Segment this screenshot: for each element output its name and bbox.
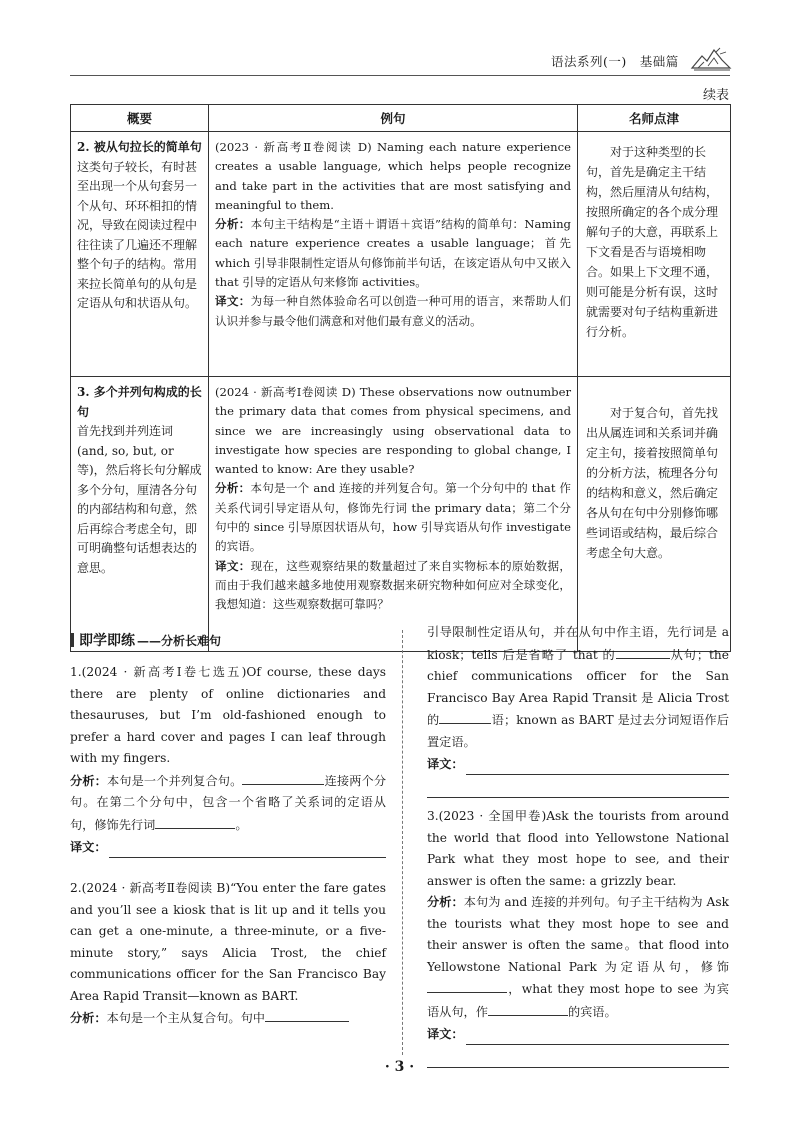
header-summary: 概要 <box>71 105 209 132</box>
translation-block <box>215 292 571 331</box>
q3-analysis <box>427 892 729 1023</box>
analysis-block <box>215 479 571 556</box>
column-divider <box>402 630 403 1055</box>
example-sentence: (2024 · 新高考Ⅰ卷阅读 D) These observations now outnumber the primary data that comes from physical specimens, and since we are increasingly using observational data to investigate how species are responding to global change, I wanted to know: Are they usable? <box>215 385 571 477</box>
table-row <box>71 377 731 652</box>
q3-analysis-3: 的宾语。 <box>567 1004 617 1019</box>
translation-block <box>215 557 571 615</box>
practice-title: 即学即练 <box>79 633 135 649</box>
q3-analysis-1: 本句为 and 连接的并列句。句子主干结构为 Ask the tourists what they most hope to see and their answer is often the same。that flood into Yellowstone National Park 为定语从句，修饰 <box>427 895 730 974</box>
summary-body: 首先找到并列连词(and, so, but, or 等)，然后将长句分解成多个分句，厘清各分句的内部结构和句意，然后再综合考虑全句，即可明确整句话想表达的意思。 <box>77 424 202 575</box>
q1-analysis-2: 连接两个分句。在第二个分句中，包含一个省略了关系词的定语从句，修饰先行词 <box>70 773 387 832</box>
summary-body: 这类句子较长，有时甚至出现一个从句套另一个从句、环环相扣的情况，导致在阅读过程中往往读了几遍还不理解整个句子的结构。常用来拉长简单句的从句是定语从句和状语从句。 <box>77 159 198 310</box>
q2-analysis-label: 分析： <box>70 1011 107 1025</box>
practice-subtitle: ——分析长难句 <box>137 633 222 648</box>
q1-number: 1. <box>70 665 82 679</box>
series-title: 语法系列(一) 基础篇 <box>551 54 679 69</box>
summary-title: 3. 多个并列句构成的长句 <box>77 385 202 419</box>
q3-blank-2[interactable] <box>488 1001 568 1016</box>
q1-analysis-1: 本句是一个并列复合句。 <box>106 773 243 788</box>
q2-analysis-4: 语；known as BART 是过去分词短语作后置定语。 <box>427 713 729 749</box>
practice-right-column <box>427 622 729 1068</box>
mountain-logo-icon <box>690 44 732 72</box>
translation-label: 译文： <box>215 558 251 573</box>
question-3 <box>427 806 729 892</box>
q2-blank-1[interactable] <box>265 1007 349 1022</box>
analysis-text: 本句是一个 and 连接的并列复合句。第一个分句中的 that 作关系代词引导定语从句，修饰先行词 the primary data；第二个分句中的 since 引导原因状语从句，how 引导宾语从句作 investigate 的宾语。 <box>215 481 571 554</box>
example-cell <box>209 132 578 377</box>
page-number: · 3 · <box>384 1059 415 1075</box>
tip-cell: 对于复合句，首先找出从属连词和关系词并确定主句，接着按照简单句的分析方法，梳理各分句的结构和意义，然后确定各从句在句中分别修饰哪些词语或结构，最后综合考虑全句大意。 <box>578 377 731 652</box>
q2-translation-line-2[interactable] <box>427 775 729 798</box>
analysis-text: 本句主干结构是“主语＋谓语＋宾语”结构的简单句：Naming each nature experience creates a usable language；首先 which 引导非限制性定语从句修饰前半句话，在该定语从句中又嵌入 that 引导的定语从句来修饰 activities。 <box>215 217 571 290</box>
q2-analysis-part1 <box>70 1007 386 1030</box>
q3-analysis-label: 分析： <box>427 895 464 909</box>
q3-translation-label: 译文： <box>427 1026 464 1041</box>
q1-blank-1[interactable] <box>242 770 324 785</box>
example-cell <box>209 377 578 652</box>
q1-analysis-label: 分析： <box>70 773 107 788</box>
translation-label: 译文： <box>215 294 251 309</box>
header-example: 例句 <box>209 105 578 132</box>
q1-blank-2[interactable] <box>155 814 235 829</box>
q1-translation-line <box>70 836 386 858</box>
grammar-table <box>70 104 731 652</box>
header-rule <box>70 75 730 76</box>
example-sentence: (2023 · 新高考Ⅱ卷阅读 D) Naming each nature experience creates a usable language, which helps people recognize and take part in the activities that are most satisfying and meaningful to them. <box>215 140 571 212</box>
q2-translation-blank[interactable] <box>466 760 729 775</box>
q2-translation-label: 译文： <box>427 756 464 771</box>
q1-source: (2024 · 新高考Ⅰ卷七选五) <box>81 665 247 679</box>
q2-number: 2. <box>70 881 82 895</box>
q1-translation-blank[interactable] <box>109 843 386 858</box>
q3-blank-1[interactable] <box>427 978 507 993</box>
q2-analysis-1: 本句是一个主从复合句。句中 <box>106 1011 265 1025</box>
q3-number: 3. <box>427 809 439 823</box>
q3-translation-blank[interactable] <box>466 1030 729 1045</box>
q3-text: Ask the tourists from around the world that flood into Yellowstone National Park what they most hope to see, and their answer is often the same: a grizzly bear. <box>427 809 729 888</box>
question-2 <box>70 878 386 1007</box>
q2-analysis-part2 <box>427 622 729 753</box>
table-row <box>71 132 731 377</box>
practice-left-column <box>70 662 386 1030</box>
q3-source: (2023 · 全国甲卷) <box>438 809 547 823</box>
summary-cell <box>71 132 209 377</box>
q1-text: Of course, these days there are plenty of online dictionaries and thesauruses, but I’m old-fashioned enough to prefer a hard cover and pages I can leaf through with my fingers. <box>70 665 386 765</box>
q2-blank-2[interactable] <box>616 644 670 659</box>
practice-heading <box>70 630 221 650</box>
section-bar-icon <box>70 633 74 647</box>
question-1 <box>70 662 386 770</box>
translation-text: 为每一种自然体验命名可以创造一种可用的语言，来帮助人们认识并参与最令他们满意和对他们最有意义的活动。 <box>215 294 571 328</box>
continued-label: 续表 <box>702 88 729 103</box>
q1-analysis <box>70 770 386 837</box>
tip-cell: 对于这种类型的长句，首先是确定主干结构，然后厘清从句结构，按照所确定的各个成分理解句子的大意，再联系上下文看是否与语境相吻合。如果上下文理不通，则可能是分析有误，这时就需要对句子结构重新进行分析。 <box>578 132 731 377</box>
analysis-block <box>215 215 571 292</box>
q2-source: (2024 · 新高考Ⅱ卷阅读 B) <box>81 881 231 895</box>
q2-analysis-2: 引导限制性定语从句，并在从句中作主语，先行词是 a kiosk；tells 后是省略了 that 的 <box>427 625 729 662</box>
q3-analysis-2: ，what they most hope to see 为宾语从句，作 <box>427 982 729 1019</box>
q1-analysis-3: 。 <box>235 817 248 832</box>
q1-translation-label: 译文： <box>70 839 107 854</box>
summary-cell <box>71 377 209 652</box>
analysis-label: 分析： <box>215 217 251 232</box>
q3-translation-line <box>427 1023 729 1045</box>
analysis-label: 分析： <box>215 481 251 496</box>
q2-blank-3[interactable] <box>439 709 491 724</box>
q2-translation-line <box>427 753 729 775</box>
translation-text: 现在，这些观察结果的数量超过了来自实物标本的原始数据，而由于我们越来越多地使用观察数据来研究物种如何应对全球变化，我想知道：这些观察数据可靠吗？ <box>215 558 571 612</box>
q2-analysis-3: 从句；the chief communications officer for the San Francisco Bay Area Rapid Transit 是 Alicia Trost 的 <box>427 647 729 727</box>
q2-text: “You enter the fare gates and you’ll see a kiosk that is lit up and it tells you can get a one-minute, a three-minute, or a five-minute story,” says Alicia Trost, the chief communications officer for the San Francisco Bay Area Rapid Transit—known as BART. <box>70 881 386 1003</box>
table-header-row <box>71 105 731 132</box>
summary-title: 2. 被从句拉长的简单句 <box>77 140 202 154</box>
header-tip: 名师点津 <box>578 105 731 132</box>
